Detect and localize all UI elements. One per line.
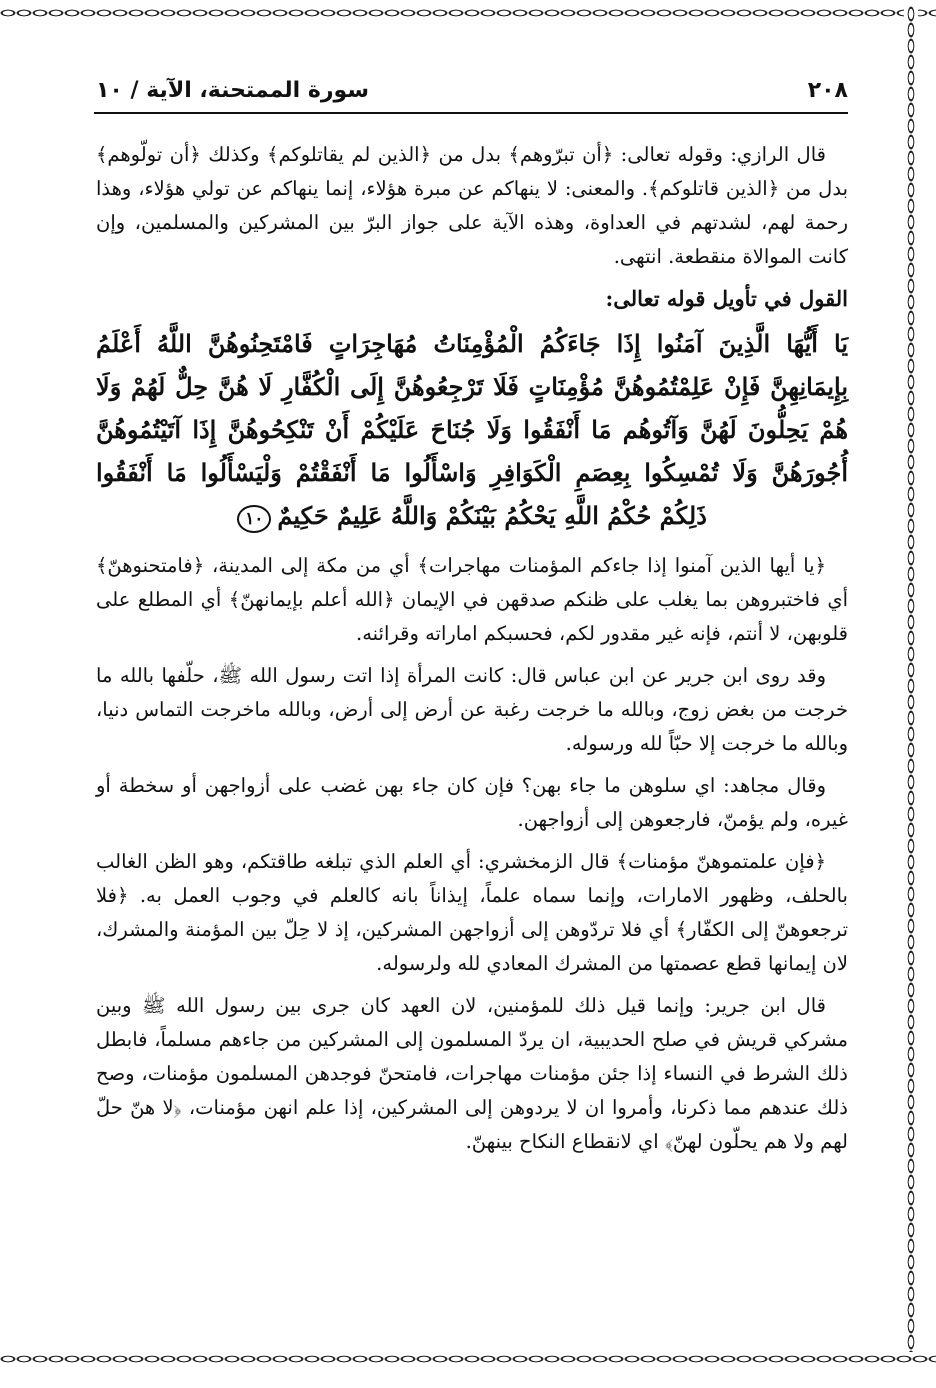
page-body: [96, 138, 848, 1167]
decorative-border-top: [0, 6, 936, 20]
paragraph-ibn-jarir-1: وقد روى ابن جرير عن ابن عباس قال: كانت المرأة إذا اتت رسول الله ﷺ، حلّفها بالله ما خرجت من بغض زوج، وبالله ما خرجت رغبة عن أرض إلى أرض، وبالله ماخرجت التماس دنيا، وبالله ما خرجت إلا حبّاً لله ورسوله.: [96, 664, 848, 755]
decorative-border-bottom: [0, 1352, 936, 1366]
decorative-border-right: [904, 6, 918, 1366]
header-divider: [94, 112, 848, 114]
page-number: ٢٠٨: [807, 77, 848, 103]
paragraph-ibn-jarir-2: قال ابن جرير: وإنما قيل ذلك للمؤمنين، لان العهد كان جرى بين رسول الله ﷺ وبين مشركي قريش في صلح الحديبية، ان يردّ المسلمون إلى المشركين من جاءهم مسلماً، فابطل ذلك الشرط في النساء إذا جئن مؤمنات مهاجرات، فامتحنّ فوجدهن المسلمون مؤمنات، وصح ذلك عندهم مما ذكرنا، وأمروا ان لا يردوهن إلى المشركين، إذا علم انهن مؤمنات، ﴿لا هنّ حلّ لهم ولا هم يحلّون لهنّ﴾ اي لانقطاع النكاح بينهنّ.: [96, 994, 848, 1153]
surah-title: سورة الممتحنة، الآية / ١٠: [96, 77, 369, 103]
quran-verse: [96, 322, 848, 537]
paragraph-razi: قال الرازي: وقوله تعالى: ﴿أن تبرّوهم﴾ بدل من ﴿الذين لم يقاتلوكم﴾ وكذلك ﴿أن تولّوهم﴾ بدل من ﴿الذين قاتلوكم﴾. والمعنى: لا ينهاكم عن مبرة هؤلاء، إنما ينهاكم عن تولي هؤلاء، وهذا رحمة لهم، لشدتهم في العداوة، وهذه الآية على جواز البرّ بين المشركين والمسلمين، وإن كانت الموالاة منقطعة. انتهى.: [96, 143, 848, 268]
paragraph-zamakhshari: ﴿فإن علمتموهنّ مؤمنات﴾ قال الزمخشري: أي العلم الذي تبلغه طاقتكم، وهو الظن الغالب بالحلف، وظهور الامارات، وإنما سماه علماً، إيذاناً بانه كالعلم في وجوب العمل به. ﴿فلا ترجعوهنّ إلى الكفّار﴾ أي فلا تردّوهن إلى أزواجهن المشركين، إذ لا حِلّ بين المؤمنة والمشرك، لان إيمانها قطع عصمتها من المشرك المعادي لله ولرسوله.: [96, 850, 848, 975]
section-heading: القول في تأويل قوله تعالى:: [605, 286, 848, 311]
page-header: [96, 70, 848, 110]
paragraph-mujahid: وقال مجاهد: اي سلوهن ما جاء بهن؟ فإن كان جاء بهن غضب على أزواجهن أو سخطة أو غيره، ولم يؤمنّ، فارجعوهن إلى أزواجهن.: [96, 774, 848, 831]
verse-number-marker: ١٠: [237, 505, 271, 533]
paragraph-commentary-1: ﴿يا أيها الذين آمنوا إذا جاءكم المؤمنات مهاجرات﴾ أي من مكة إلى المدينة، ﴿فامتحنوهنّ﴾ أي فاختبروهن بما يغلب على ظنكم صدقهن في الإيمان ﴿الله أعلم بإيمانهنّ﴾ أي المطلع على قلوبهن، لا أنتم، فإنه غير مقدور لكم، فحسبكم اماراته وقرائنه.: [96, 554, 848, 645]
quran-verse-text: يَا أَيُّهَا الَّذِينَ آمَنُوا إِذَا جَاءَكُمُ الْمُؤْمِنَاتُ مُهَاجِرَاتٍ فَامْتَحِنُوهُنَّ اللَّهُ أَعْلَمُ بِإِيمَانِهِنَّ فَإِنْ عَلِمْتُمُوهُنَّ مُؤْمِنَاتٍ فَلَا تَرْجِعُوهُنَّ إِلَى الْكُفَّارِ لَا هُنَّ حِلٌّ لَهُمْ وَلَا هُمْ يَحِلُّونَ لَهُنَّ وَآتُوهُم مَا أَنْفَقُوا وَلَا جُنَاحَ عَلَيْكُمْ أَنْ تَنْكِحُوهُنَّ إِذَا آتَيْتُمُوهُنَّ أُجُورَهُنَّ وَلَا تُمْسِكُوا بِعِصَمِ الْكَوَافِرِ وَاسْأَلُوا مَا أَنْفَقْتُمْ وَلْيَسْأَلُوا مَا أَنْفَقُوا ذَلِكُمْ حُكْمُ اللَّهِ يَحْكُمُ بَيْنَكُمْ وَاللَّهُ عَلِيمٌ حَكِيمٌ: [96, 329, 848, 530]
